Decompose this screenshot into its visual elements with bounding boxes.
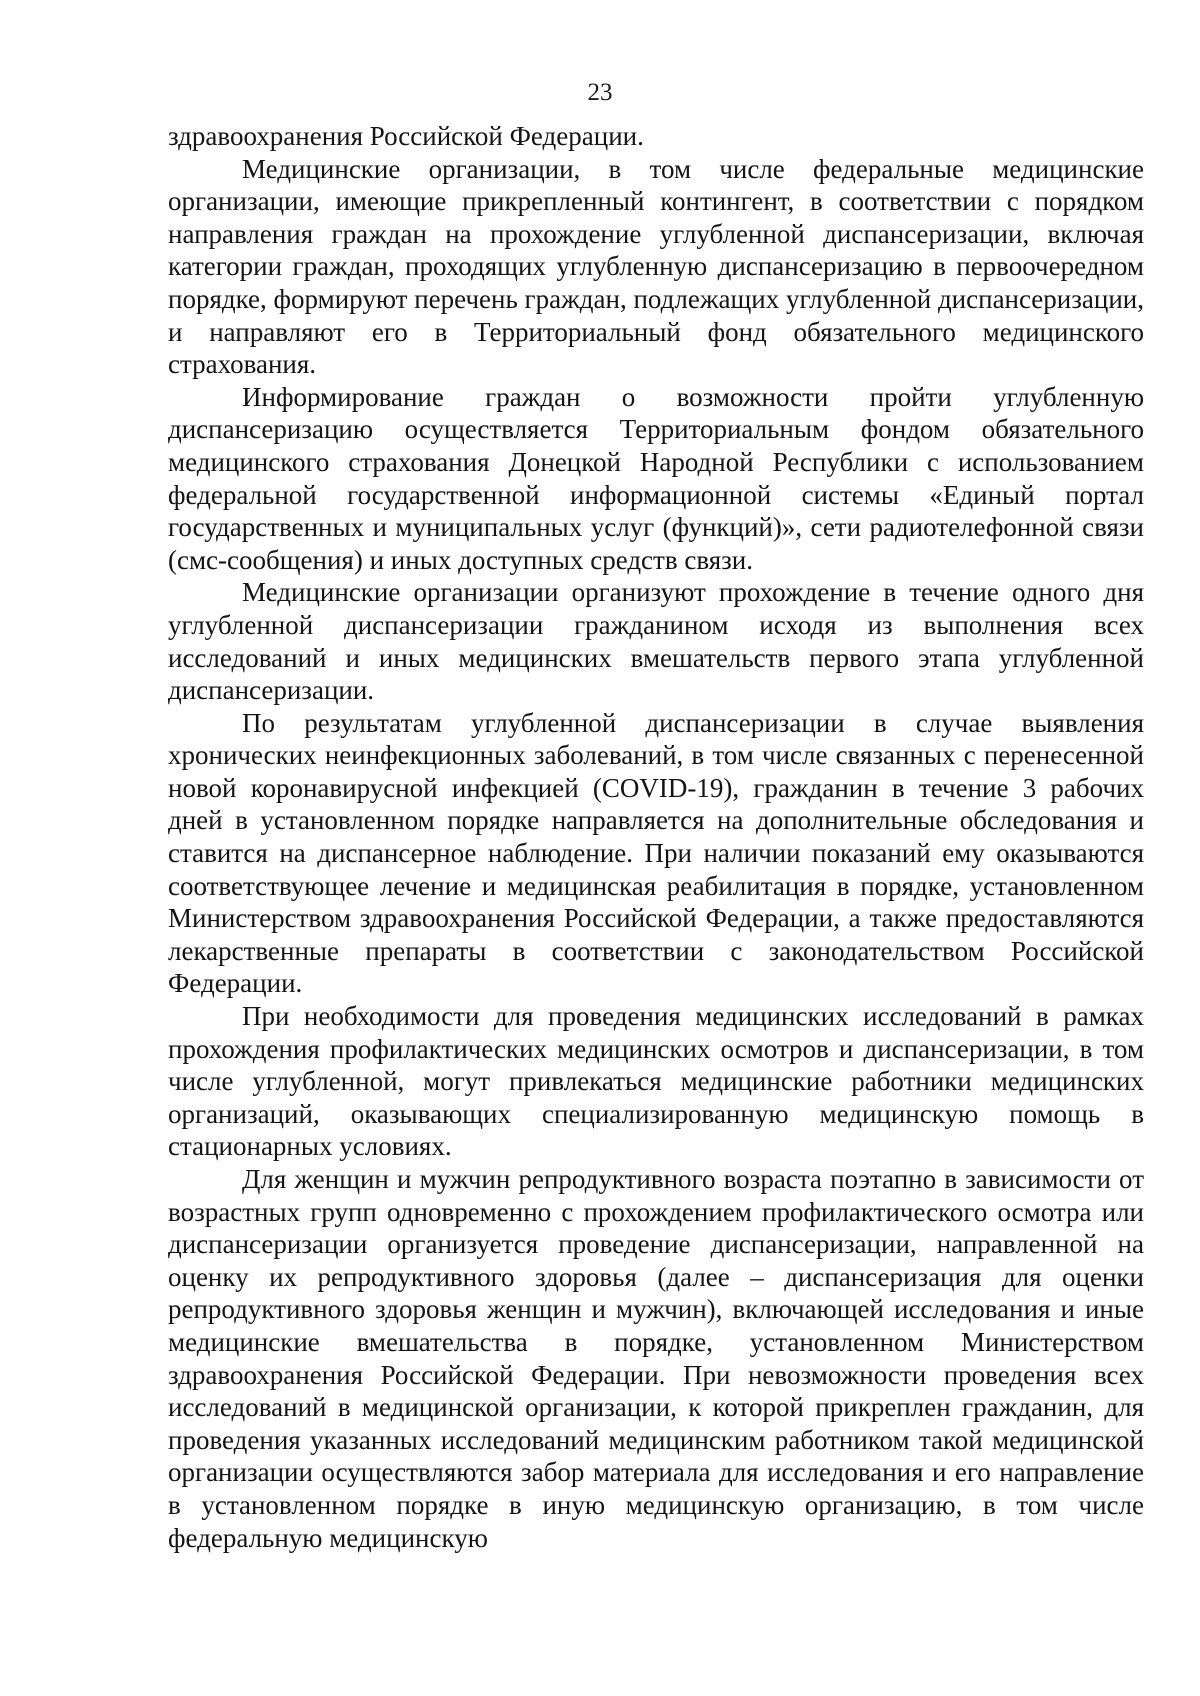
paragraph-continuation: здравоохранения Российской Федерации. <box>168 121 644 151</box>
paragraph-one-day-examination: Медицинские организации организуют прохождение в течение одного дня углубленной диспансеризации гражданином исходя из выполнения всех исследований и иных медицинских вмешательств первого этапа углубленной диспансеризации. <box>168 577 1144 706</box>
paragraph-results-follow-up: По результатам углубленной диспансеризации в случае выявления хронических неинфекционных заболеваний, в том числе связанных с перенесенной новой коронавирусной инфекцией (COVID-19), гражданин в течение 3 рабочих дней в установленном порядке направляется на дополнительные обследования и ставится на диспансерное наблюдение. При наличии показаний ему оказываются соответствующее лечение и медицинская реабилитация в порядке, установленном Министерством здравоохранения Российской Федерации, а также предоставляются лекарственные препараты в соответствии с законодательством Российской Федерации. <box>168 707 1144 999</box>
paragraph-medical-organizations-list: Медицинские организации, в том числе федеральные медицинские организации, имеющие прикрепленный контингент, в соответствии с порядком направления граждан на прохождение углубленной диспансеризации, включая категории граждан, проходящих углубленную диспансеризацию в первоочередном порядке, формируют перечень граждан, подлежащих углубленной диспансеризации, и направляют его в Территориальный фонд обязательного медицинского страхования. <box>168 153 1144 380</box>
paragraph-reproductive-health: Для женщин и мужчин репродуктивного возраста поэтапно в зависимости от возрастных групп одновременно с прохождением профилактического осмотра или диспансеризации организуется проведение диспансеризации, направленной на оценку их репродуктивного здоровья (далее – диспансеризация для оценки репродуктивного здоровья женщин и мужчин), включающей исследования и иные медицинские вмешательства в порядке, установленном Министерством здравоохранения Российской Федерации. При невозможности проведения всех исследований в медицинской организации, к которой прикреплен гражданин, для проведения указанных исследований медицинским работником такой медицинской организации осуществляются забор материала для исследования и его направление в установленном порядке в иную медицинскую организацию, в том числе федеральную медицинскую <box>168 1164 1144 1553</box>
paragraph-informing-citizens: Информирование граждан о возможности пройти углубленную диспансеризацию осуществляется Территориальным фондом обязательного медицинского страхования Донецкой Народной Республики с использованием федеральной государственной информационной системы «Единый портал государственных и муниципальных услуг (функций)», сети радиотелефонной связи (смс-сообщения) и иных доступных средств связи. <box>168 381 1144 575</box>
page-number: 23 <box>587 79 613 106</box>
document-body <box>168 120 1144 1554</box>
paragraph-involving-specialists: При необходимости для проведения медицинских исследований в рамках прохождения профилактических медицинских осмотров и диспансеризации, в том числе углубленной, могут привлекаться медицинские работники медицинских организаций, оказывающих специализированную медицинскую помощь в стационарных условиях. <box>168 1001 1144 1162</box>
